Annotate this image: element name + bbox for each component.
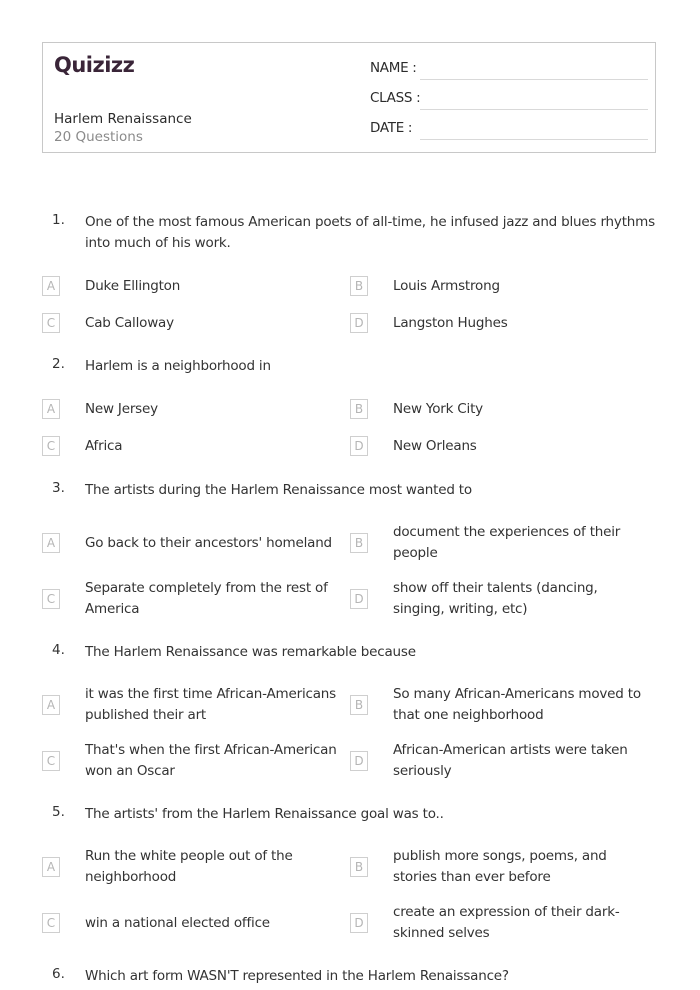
class-field[interactable] — [370, 88, 648, 110]
option-letter-box: D — [350, 913, 368, 933]
question-text: The artists' from the Harlem Renaissance goal was to.. — [85, 806, 444, 822]
option-letter-box: A — [42, 533, 60, 553]
question-number: 6. — [52, 966, 65, 982]
date-field[interactable] — [370, 118, 648, 140]
option-text: Cab Calloway — [85, 315, 174, 331]
question-number: 1. — [52, 212, 65, 228]
option-text: document the experiences of their people — [393, 524, 621, 561]
option-text: show off their talents (dancing, singing, writing, etc) — [393, 580, 598, 617]
question-text: The artists during the Harlem Renaissance most wanted to — [85, 482, 472, 498]
option-text: New Orleans — [393, 438, 477, 454]
option-letter-box: A — [42, 695, 60, 715]
option-text: So many African-Americans moved to that one neighborhood — [393, 686, 641, 723]
option-text: New Jersey — [85, 401, 158, 417]
option-text: create an expression of their dark-skinned selves — [393, 904, 620, 941]
option-text: Louis Armstrong — [393, 278, 500, 294]
question-number: 3. — [52, 480, 65, 496]
date-line[interactable] — [420, 139, 648, 140]
option-text: Africa — [85, 438, 123, 454]
option-letter-box: A — [42, 857, 60, 877]
option-letter-box: B — [350, 857, 368, 877]
option-text: That's when the first African-American won an Oscar — [85, 742, 337, 779]
option-letter-box: B — [350, 695, 368, 715]
option-letter-box: C — [42, 913, 60, 933]
option-letter-box: D — [350, 589, 368, 609]
question-text: Harlem is a neighborhood in — [85, 358, 271, 374]
option-text: win a national elected office — [85, 915, 270, 931]
question-text: The Harlem Renaissance was remarkable because — [85, 644, 416, 660]
option-letter-box: D — [350, 313, 368, 333]
quiz-title: Harlem Renaissance — [54, 111, 192, 127]
name-field[interactable] — [370, 58, 648, 80]
option-text: Langston Hughes — [393, 315, 508, 331]
option-letter-box: C — [42, 313, 60, 333]
option-letter-box: C — [42, 436, 60, 456]
question-number: 4. — [52, 642, 65, 658]
quizizz-logo: Quizizz — [54, 53, 135, 77]
option-letter-box: A — [42, 399, 60, 419]
option-text: it was the first time African-Americans published their art — [85, 686, 336, 723]
option-text: Duke Ellington — [85, 278, 181, 294]
option-text: Go back to their ancestors' homeland — [85, 535, 332, 551]
option-letter-box: A — [42, 276, 60, 296]
option-letter-box: B — [350, 399, 368, 419]
option-text: New York City — [393, 401, 483, 417]
option-text: African-American artists were taken seriously — [393, 742, 628, 779]
option-text: publish more songs, poems, and stories than ever before — [393, 848, 607, 885]
question-text: One of the most famous American poets of all-time, he infused jazz and blues rhythms into much of his work. — [85, 214, 655, 251]
option-letter-box: B — [350, 276, 368, 296]
option-letter-box: D — [350, 436, 368, 456]
option-letter-box: C — [42, 751, 60, 771]
question-text: Which art form WASN'T represented in the Harlem Renaissance? — [85, 968, 509, 984]
question-number: 5. — [52, 804, 65, 820]
question-number: 2. — [52, 356, 65, 372]
question-count: 20 Questions — [54, 129, 143, 145]
name-line[interactable] — [420, 79, 648, 80]
option-letter-box: B — [350, 533, 368, 553]
name-label: NAME : — [370, 60, 417, 76]
option-text: Separate completely from the rest of America — [85, 580, 328, 617]
worksheet-header — [42, 42, 656, 153]
option-text: Run the white people out of the neighborhood — [85, 848, 293, 885]
class-label: CLASS : — [370, 90, 421, 106]
option-letter-box: C — [42, 589, 60, 609]
date-label: DATE : — [370, 120, 413, 136]
class-line[interactable] — [420, 109, 648, 110]
option-letter-box: D — [350, 751, 368, 771]
